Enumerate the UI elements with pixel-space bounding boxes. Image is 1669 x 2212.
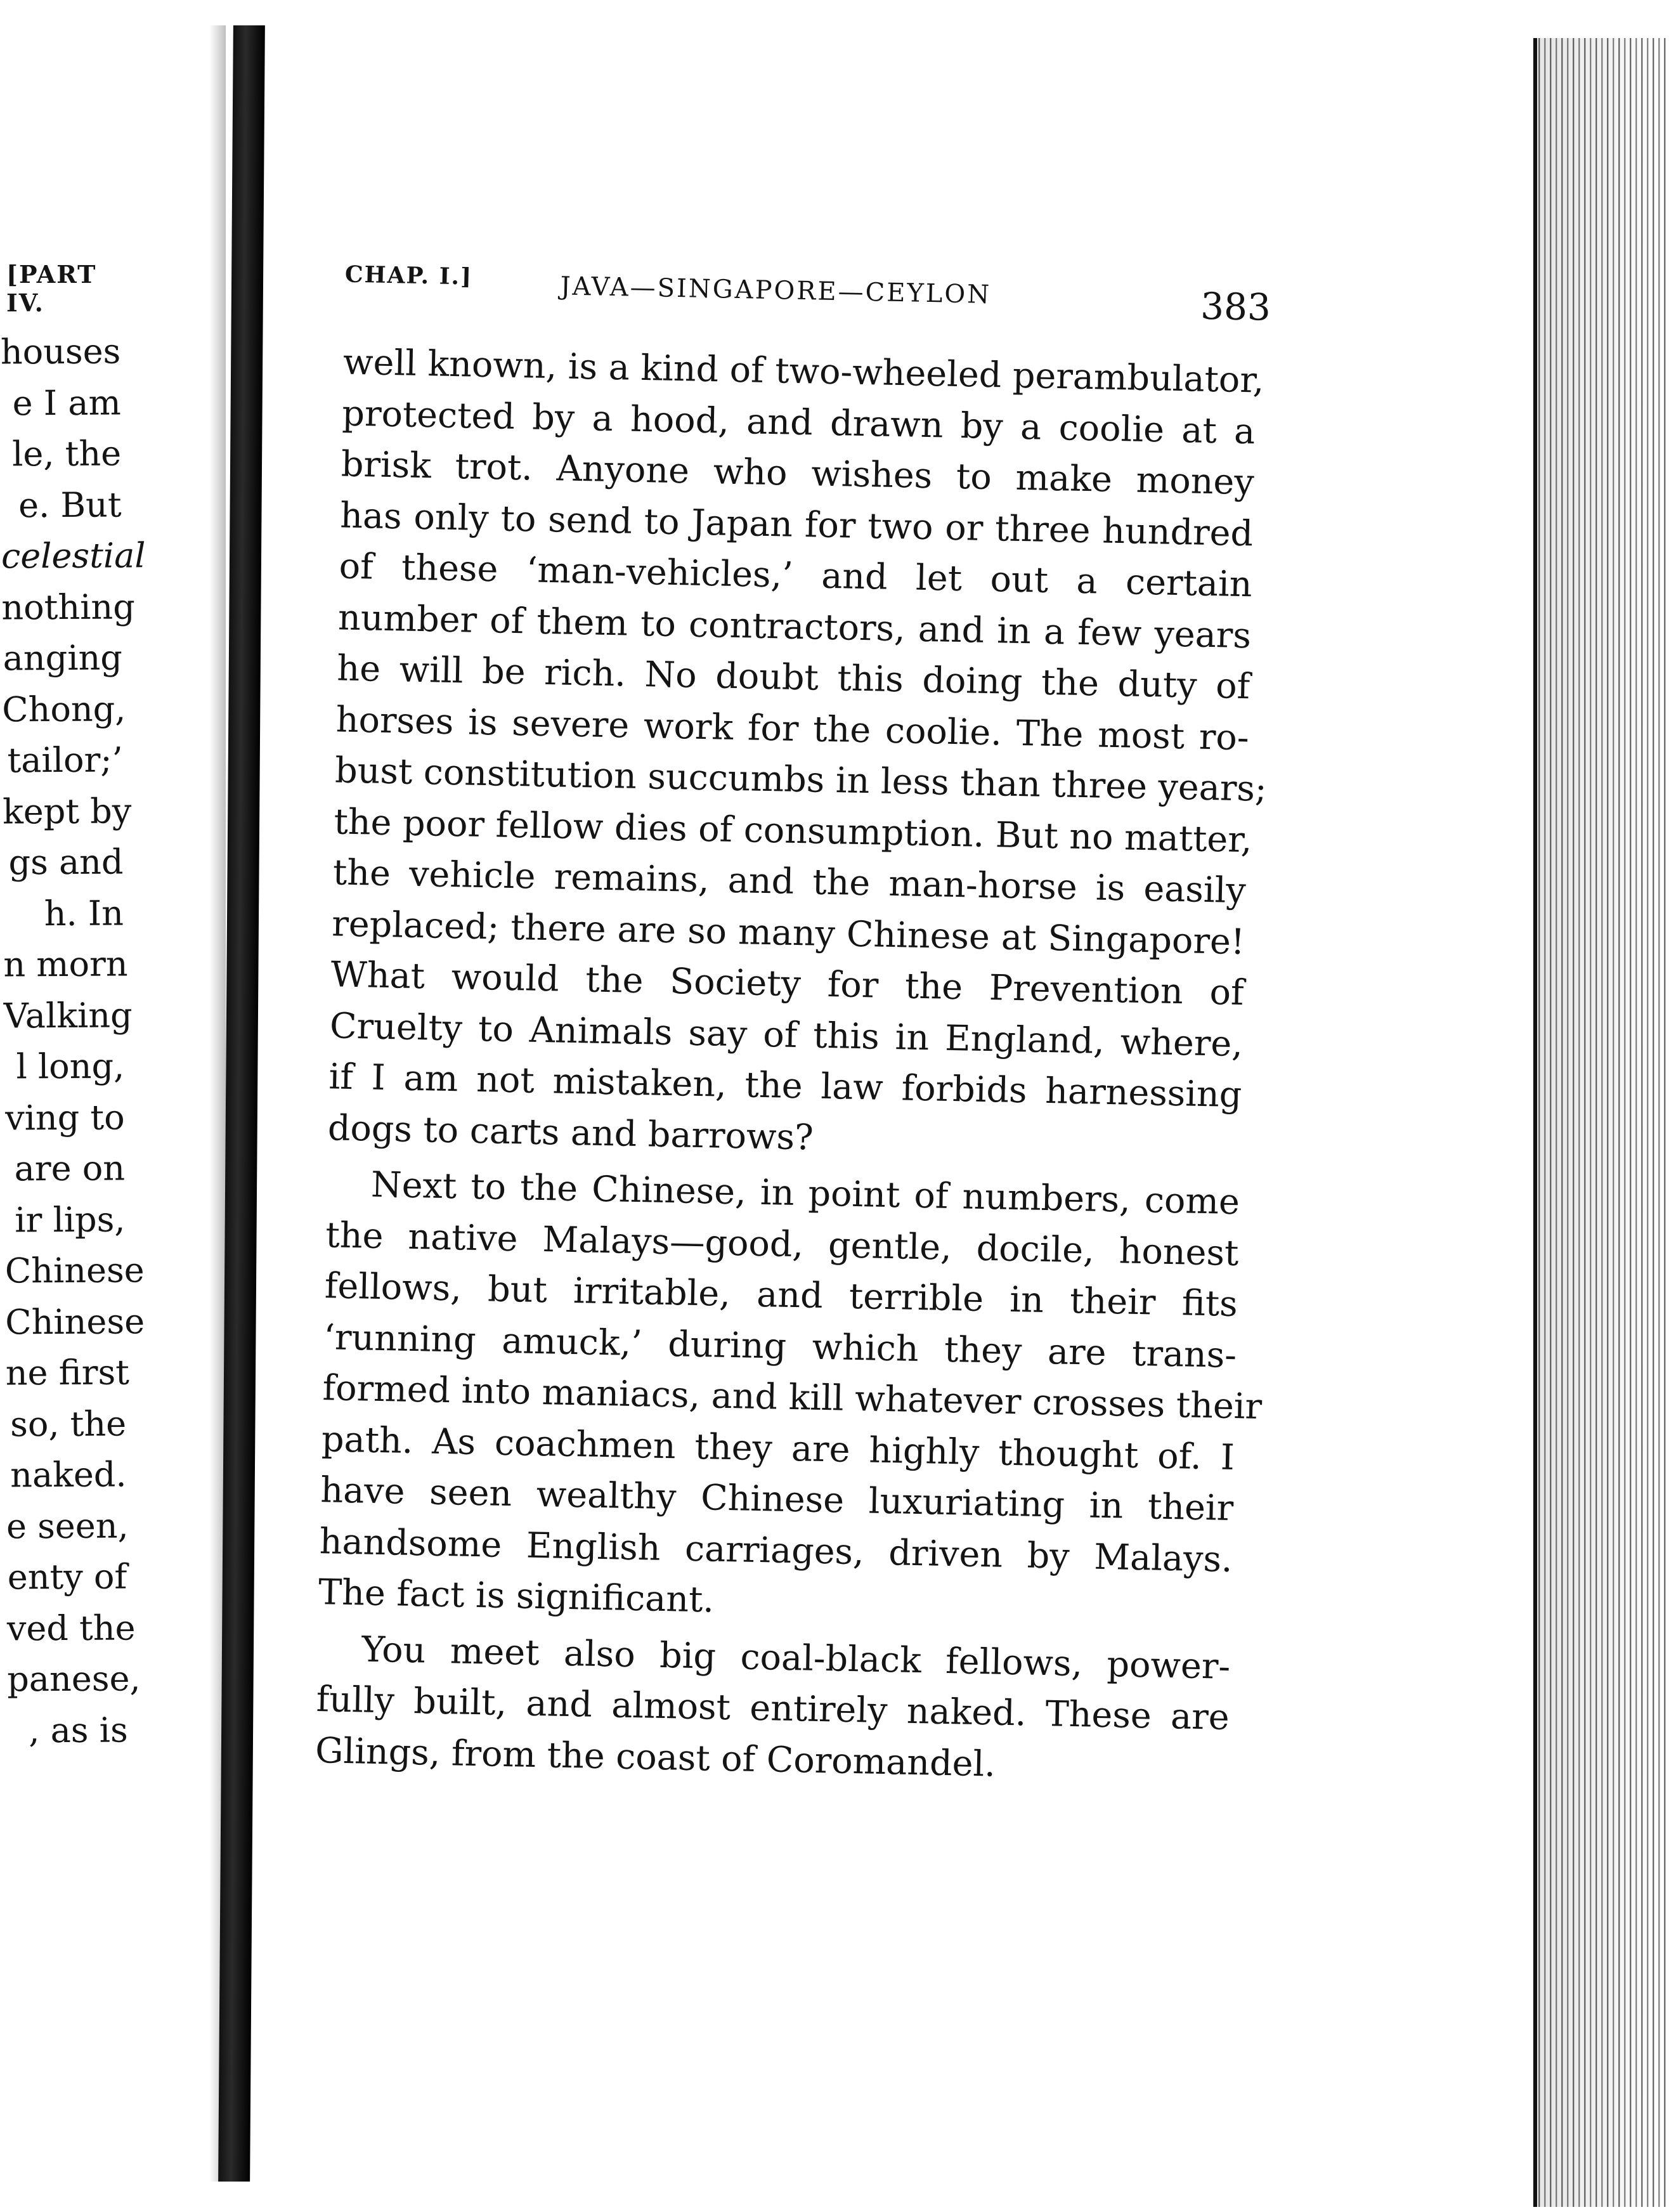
text-line: replaced; there are so many Chinese at Singapore! [331, 902, 1245, 963]
left-line-end: e seen, [6, 1505, 129, 1546]
left-line-end: Chinese [5, 1301, 145, 1342]
text-line: protected by a hood, and drawn by a coolie at a [341, 392, 1256, 452]
left-line-end: ne first [5, 1352, 130, 1393]
running-head [297, 241, 1287, 329]
left-line-end: l long, [16, 1046, 125, 1087]
text-line: handsome English carriages, driven by Malays. [319, 1520, 1233, 1580]
text-line: well known, is a kind of two-wheeled perambulator, [342, 341, 1265, 401]
left-line-end: enty of [7, 1556, 127, 1597]
text-line: What would the Society for the Prevention of [330, 954, 1245, 1014]
left-line-end: naked. [10, 1454, 127, 1495]
text-line: You meet also big coal-black fellows, power- [361, 1628, 1231, 1688]
page-edge-shade [1537, 38, 1669, 2207]
chapter-label: CHAP. I.] [344, 261, 473, 290]
text-line: ‘running amuck,’ during which they are trans- [323, 1316, 1237, 1376]
text-line: fellows, but irritable, and terrible in their fits [324, 1265, 1238, 1325]
text-line: the native Malays—good, gentle, docile, honest [325, 1214, 1239, 1274]
left-running-head: [PART IV. [6, 260, 97, 317]
left-page-fragment [0, 235, 146, 1820]
text-line: dogs to carts and barrows? [327, 1107, 814, 1159]
text-line: has only to send to Japan for two or three hundred [339, 494, 1254, 554]
text-line: the poor fellow dies of consumption. But no matter, [333, 800, 1253, 861]
text-line: number of them to contractors, and in a few years [337, 596, 1252, 656]
text-line: of these ‘man-vehicles,’ and let out a certain [339, 545, 1253, 606]
left-line-end: h. In [44, 893, 124, 934]
left-line-end: ving to [4, 1097, 125, 1138]
text-line: fully built, and almost entirely naked. These are [316, 1679, 1230, 1738]
text-line: Glings, from the coast of Coromandel. [315, 1729, 996, 1785]
left-page-line-ends [0, 327, 146, 1757]
left-line-end: ved the [6, 1607, 136, 1648]
left-line-end: gs and [8, 842, 124, 883]
text-line: he will be rich. No doubt this doing the duty of [336, 647, 1250, 708]
running-title: JAVA—SINGAPORE—CEYLON [560, 271, 992, 309]
text-line: if I am not mistaken, the law forbids harnessing [328, 1056, 1242, 1116]
text-line: formed into maniacs, and kill whatever crosses their [322, 1367, 1263, 1428]
left-line-end: e I am [12, 382, 121, 423]
left-line-end: le, the [11, 433, 122, 474]
left-line-end: kept by [2, 790, 132, 832]
left-line-end: houses [0, 331, 121, 372]
body-text [315, 337, 1268, 1794]
text-line: Next to the Chinese, in point of numbers, come [370, 1164, 1240, 1223]
left-line-end: n morn [3, 944, 128, 985]
text-line: horses is severe work for the coolie. The most ro- [335, 698, 1250, 758]
text-line: brisk trot. Anyone who wishes to make money [341, 443, 1255, 504]
text-line: The fact is significant. [318, 1571, 715, 1621]
left-line-end: Chong, [2, 688, 126, 730]
left-line-end: tailor;’ [7, 739, 123, 781]
left-line-end: , as is [29, 1709, 128, 1750]
left-line-end: Valking [3, 994, 133, 1036]
left-line-end: so, the [10, 1403, 127, 1444]
left-line-end: Chinese [4, 1250, 145, 1291]
left-line-end: nothing [1, 586, 135, 628]
left-line-end: anging [3, 637, 122, 679]
page-number: 383 [1200, 284, 1271, 329]
text-line: bust constitution succumbs in less than three years; [334, 750, 1268, 810]
text-line: the vehicle remains, and the man-horse is easily [332, 852, 1247, 912]
left-line-end: panese, [7, 1658, 141, 1700]
left-line-end: are on [14, 1148, 126, 1189]
text-line: path. As coachmen they are highly thought of. I [321, 1418, 1235, 1478]
left-line-end: celestial [1, 535, 146, 576]
left-line-end: e. But [18, 485, 122, 525]
left-line-end: ir lips, [15, 1199, 126, 1240]
text-line: Cruelty to Animals say of this in England, where, [329, 1005, 1244, 1065]
main-page [266, 241, 1287, 1846]
text-line: have seen wealthy Chinese luxuriating in their [320, 1469, 1234, 1530]
